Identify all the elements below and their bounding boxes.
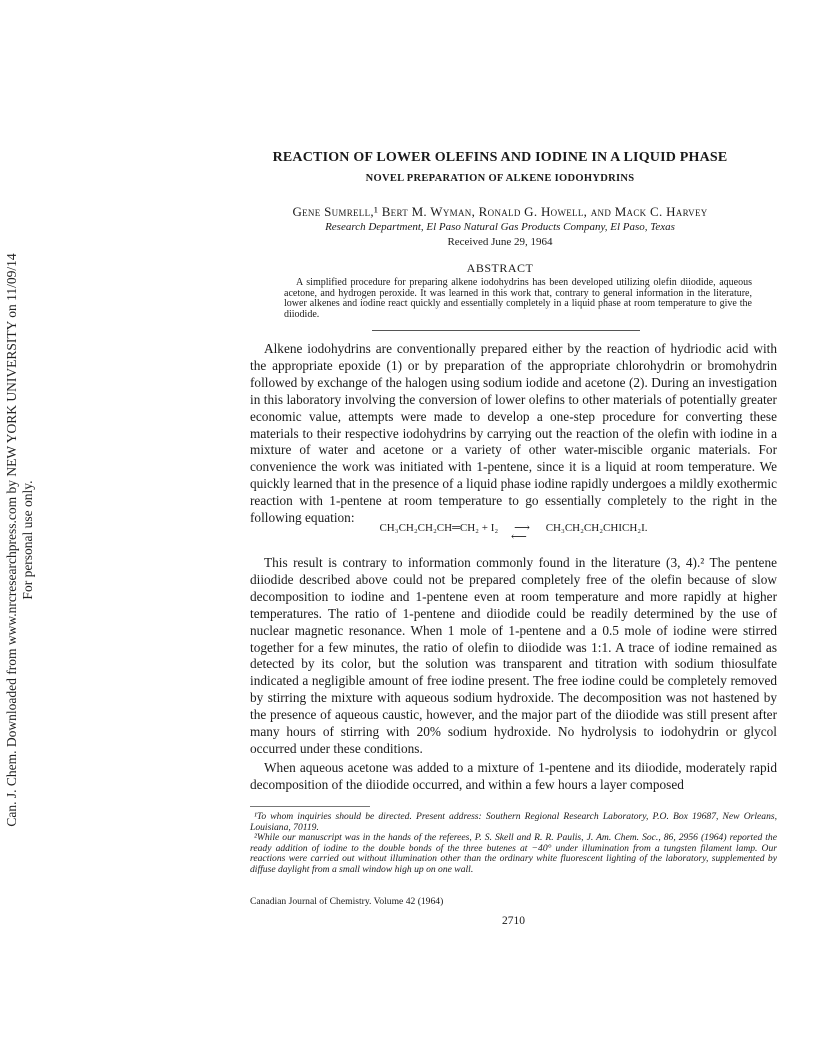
equation-product: CH₃CH₂CH₂CHICH₂I. <box>545 522 648 534</box>
equation-reactants: CH₃CH₂CH₂CH═CH₂ + I₂ <box>379 522 499 534</box>
page-number: 2710 <box>502 915 525 927</box>
author-list: Gene Sumrell,¹ Bert M. Wyman, Ronald G. Howell, and Mack C. Harvey <box>292 204 708 219</box>
received-date: Received June 29, 1964 <box>447 236 553 248</box>
footnote-divider <box>250 806 370 807</box>
download-watermark <box>4 240 44 840</box>
arrow-forward: ⟶ <box>514 522 530 534</box>
abstract-heading: ABSTRACT <box>466 261 534 275</box>
footnotes <box>250 812 777 876</box>
article-title: REACTION OF LOWER OLEFINS AND IODINE IN A LIQUID PHASE <box>272 150 728 165</box>
reaction-equation <box>250 522 777 543</box>
equilibrium-arrow <box>503 522 541 543</box>
footnote-2: ²While our manuscript was in the hands of the referees, P. S. Skell and R. R. Paulis, J. Am. Chem. Soc., 86, 2956 (1964) reported the ready addition of iodine to the double bonds of the three butenes at −40° under illumination from a tungsten filament lamp. Our reactions were carried out without illumination other than the ordinary white fluorescent lighting of the laboratory, supplemented by diffuse daylight from a small window high up on one wall. <box>250 832 777 875</box>
footnote-1: ¹To whom inquiries should be directed. Present address: Southern Regional Research Laboratory, P.O. Box 19687, New Orleans, Louisiana, 70119. <box>250 811 777 833</box>
journal-citation: Canadian Journal of Chemistry. Volume 42 (1964) <box>250 896 444 907</box>
paragraph-results: This result is contrary to information commonly found in the literature (3, 4).² The pentene diiodide described above could not be prepared completely free of the olefin because of slow decomposition to iodine and 1-pentene even at room temperature and more rapidly at higher temperatures. The ratio of 1-pentene and diiodide could be readily determined by the use of nuclear magnetic resonance. When 1 mole of 1-pentene and a 0.5 mole of iodine were stirred together for a few minutes, the ratio of olefin to diiodide was 1:1. A trace of iodine remained as detected by its color, but the solution was transparent and titration with sodium thiosulfate indicated a negligible amount of free iodine present. The free iodine could be completely removed by stirring the mixture with aqueous sodium hydroxide. The decomposition was not hastened by the presence of aqueous caustic, however, and the major part of the diiodide was still present after many hours of stirring with 20% sodium hydroxide. No hydrolysis to iodohydrin or glycol occurred under these conditions. <box>250 555 777 756</box>
watermark-line-1: Can. J. Chem. Downloaded from www.nrcresearchpress.com by NEW YORK UNIVERSITY on 11/09/14 <box>4 253 19 827</box>
watermark-line-2: For personal use only. <box>20 480 35 600</box>
arrow-back: ⟵ <box>510 531 527 543</box>
affiliation: Research Department, El Paso Natural Gas Products Company, El Paso, Texas <box>325 221 675 233</box>
paragraph-intro: Alkene iodohydrins are conventionally prepared either by the reaction of hydriodic acid with the appropriate epoxide (1) or by preparation of the appropriate chlorohydrin or bromohydrin followed by exchange of the halogen using sodium iodide and acetone (2). During an investigation in this laboratory involving the conversion of lower olefins to other materials of potentially greater economic value, attempts were made to develop a one-step procedure for converting these materials to their respective iodohydrins by carrying out the reaction of the olefin with iodine in a mixture of water and acetone or a variety of other water-miscible organic materials. For convenience the work was initiated with 1-pentene, since it is a liquid at room temperature. We quickly learned that in the presence of a liquid phase iodine rapidly undergoes a mildly exothermic reaction with 1-pentene at room temperature to go essentially completely to the right in the following equation: <box>250 341 777 526</box>
article-subtitle: NOVEL PREPARATION OF ALKENE IODOHYDRINS <box>365 173 635 184</box>
abstract-divider <box>372 330 640 331</box>
paragraph-acetone: When aqueous acetone was added to a mixture of 1-pentene and its diiodide, moderately rapid decomposition of the diiodide occurred, and within a few hours a layer composed <box>250 760 777 792</box>
abstract-text: A simplified procedure for preparing alkene iodohydrins has been developed utilizing olefin diiodide, aqueous acetone, and hydrogen peroxide. It was learned in this work that, contrary to general information in the literature, lower alkenes and iodine react quickly and essentially completely in a liquid phase at room temperature to give the diiodide. <box>284 277 752 320</box>
